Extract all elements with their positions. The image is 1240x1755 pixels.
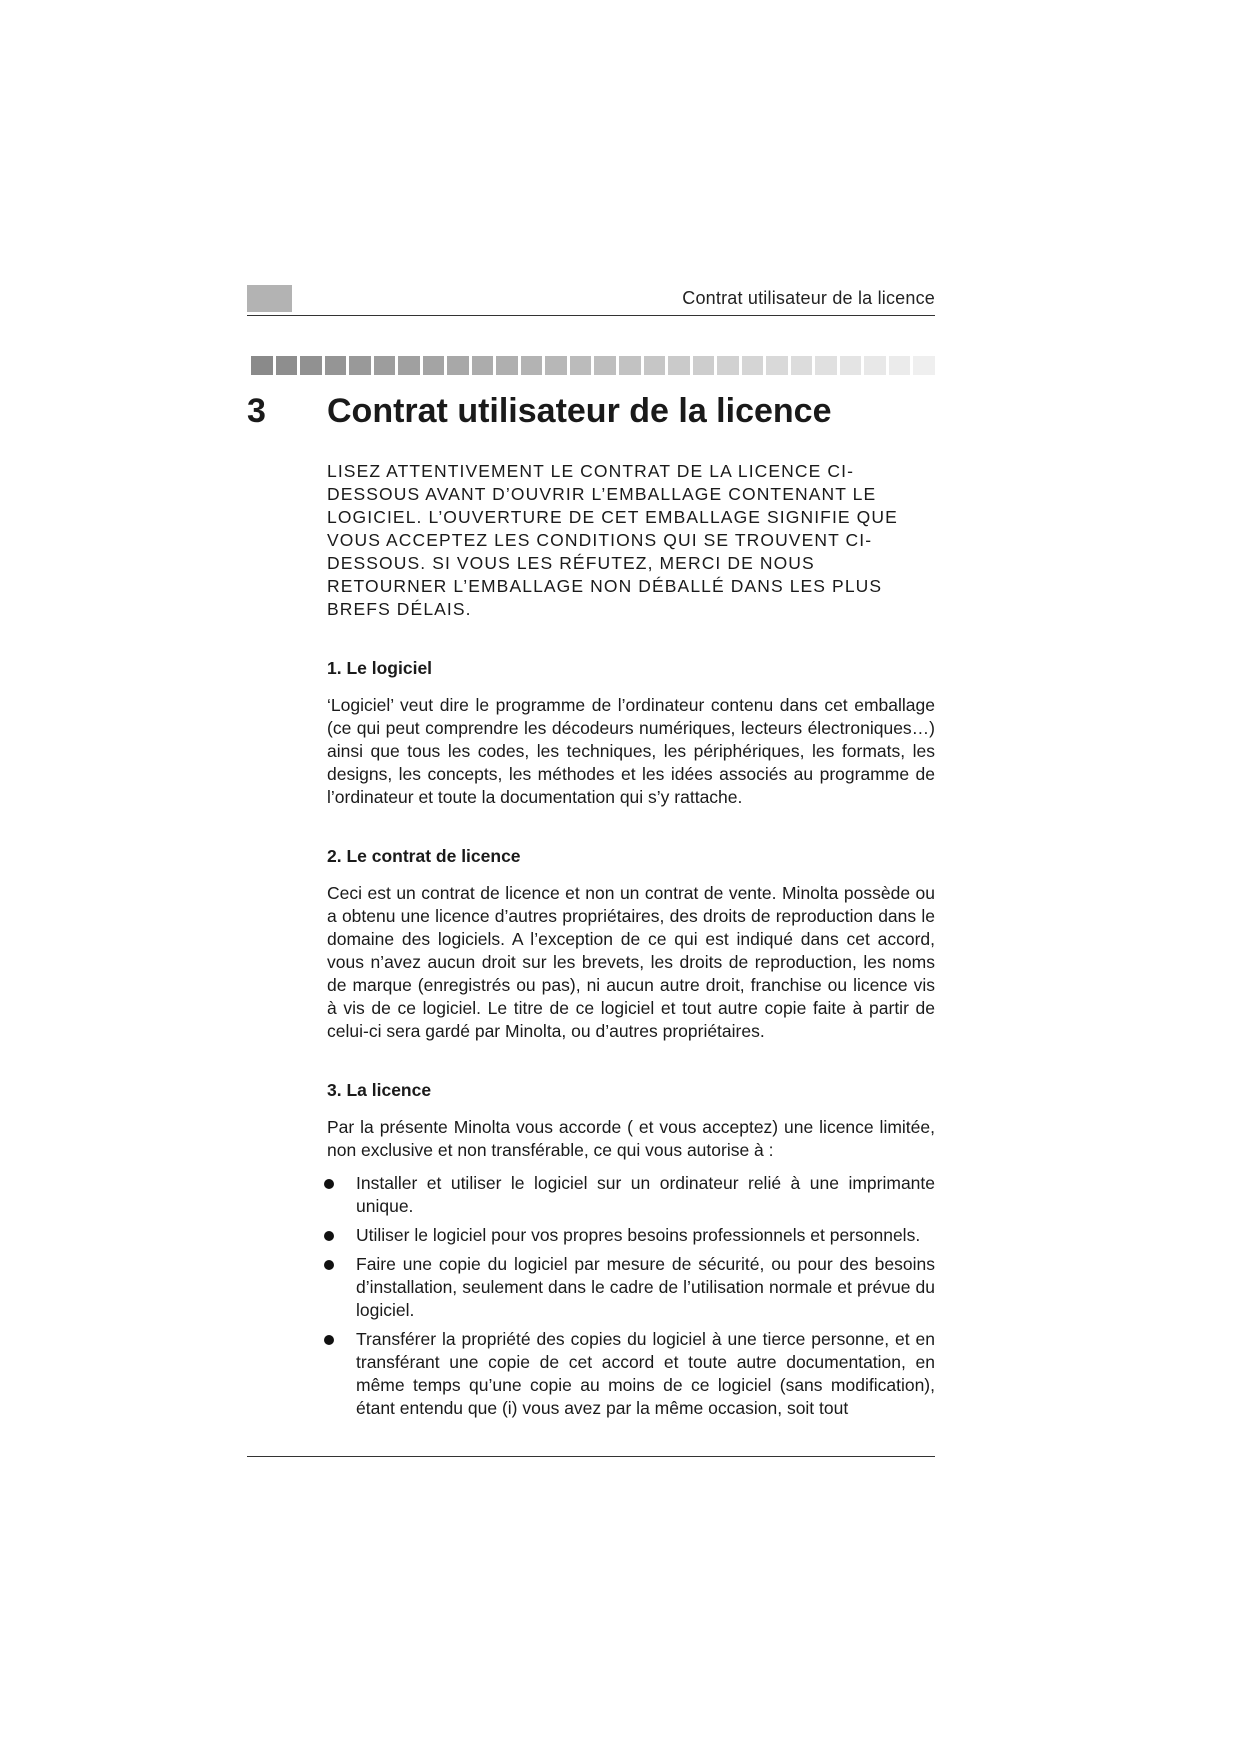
gradient-segment <box>472 356 494 375</box>
gradient-segment <box>374 356 396 375</box>
page-tab-marker <box>247 285 292 312</box>
licence-rights-list <box>327 1172 935 1420</box>
bullet-icon <box>324 1260 334 1270</box>
gradient-segment <box>447 356 469 375</box>
gradient-segment <box>840 356 862 375</box>
list-item-text: Utiliser le logiciel pour vos propres besoins professionnels et personnels. <box>356 1225 921 1245</box>
list-item-text: Transférer la propriété des copies du logiciel à une tierce personne, et en transférant une copie de cet accord et toute autre documentation, en même temps qu’une copie au moins de ce logiciel (sans modification), étant entendu que (i) vous avez par la même occasion, soit tout <box>356 1329 935 1418</box>
header-rule <box>247 315 935 316</box>
gradient-segment <box>815 356 837 375</box>
intro-warning: LISEZ ATTENTIVEMENT LE CONTRAT DE LA LICENCE CI-DESSOUS AVANT D’OUVRIR L’EMBALLAGE CONTENANT LE LOGICIEL. L’OUVERTURE DE CET EMBALLAGE SIGNIFIE QUE VOUS ACCEPTEZ LES CONDITIONS QUI SE TROUVENT CI-DESSOUS. SI VOUS LES RÉFUTEZ, MERCI DE NOUS RETOURNER L’EMBALLAGE NON DÉBALLÉ DANS LES PLUS BREFS DÉLAIS. <box>327 461 898 619</box>
gradient-segment <box>644 356 666 375</box>
section-body-licence: Par la présente Minolta vous accorde ( et vous acceptez) une licence limitée, non exclusive et non transférable, ce qui vous autorise à : <box>327 1117 935 1160</box>
list-item <box>327 1253 935 1322</box>
gradient-segment <box>251 356 273 375</box>
gradient-segment <box>398 356 420 375</box>
gradient-segment <box>300 356 322 375</box>
gradient-segment <box>325 356 347 375</box>
list-item <box>327 1172 935 1218</box>
gradient-segment <box>913 356 935 375</box>
gradient-segment <box>594 356 616 375</box>
section-heading-licence: 3. La licence <box>327 1080 432 1100</box>
bullet-icon <box>324 1335 334 1345</box>
gradient-segment <box>545 356 567 375</box>
main-content <box>327 460 935 1426</box>
section-heading-logiciel: 1. Le logiciel <box>327 658 433 678</box>
gradient-segment <box>791 356 813 375</box>
gradient-segment <box>276 356 298 375</box>
chapter-number: 3 <box>247 392 266 430</box>
gradient-segment <box>619 356 641 375</box>
gradient-segment <box>570 356 592 375</box>
list-item <box>327 1328 935 1420</box>
gradient-segment <box>717 356 739 375</box>
list-item <box>327 1224 935 1247</box>
gradient-segment <box>889 356 911 375</box>
gradient-segment <box>693 356 715 375</box>
gradient-bar <box>251 356 935 375</box>
list-item-text: Faire une copie du logiciel par mesure de sécurité, ou pour des besoins d’installation, seulement dans le cadre de l’utilisation normale et prévue du logiciel. <box>356 1254 935 1320</box>
section-body-contrat: Ceci est un contrat de licence et non un contrat de vente. Minolta possède ou a obtenu une licence d’autres propriétaires, des droits de reproduction dans le domaine des logiciels. A l’exception de ce qui est indiqué dans cet accord, vous n’avez aucun droit sur les brevets, les droits de reproduction, les noms de marque (enregistrés ou pas), ni aucun autre droit, franchise ou licence vis à vis de ce logiciel. Le titre de ce logiciel et tout autre copie faite à partir de celui-ci sera gardé par Minolta, ou d’autres propriétaires. <box>327 883 935 1041</box>
running-header: Contrat utilisateur de la licence <box>682 288 935 308</box>
gradient-segment <box>668 356 690 375</box>
bullet-icon <box>324 1231 334 1241</box>
gradient-segment <box>766 356 788 375</box>
gradient-segment <box>521 356 543 375</box>
gradient-segment <box>864 356 886 375</box>
bullet-icon <box>324 1179 334 1189</box>
section-body-logiciel: ‘Logiciel’ veut dire le programme de l’ordinateur contenu dans cet emballage (ce qui peut comprendre les décodeurs numériques, lecteurs électroniques…) ainsi que tous les codes, les techniques, les périphériques, les formats, les designs, les concepts, les méthodes et les idées associés au programme de l’ordinateur et toute la documentation qui s’y rattache. <box>327 695 935 807</box>
list-item-text: Installer et utiliser le logiciel sur un ordinateur relié à une imprimante unique. <box>356 1173 935 1216</box>
footer-rule <box>247 1456 935 1457</box>
gradient-segment <box>349 356 371 375</box>
gradient-segment <box>496 356 518 375</box>
gradient-segment <box>742 356 764 375</box>
section-heading-contrat: 2. Le contrat de licence <box>327 846 521 866</box>
gradient-segment <box>423 356 445 375</box>
chapter-title: Contrat utilisateur de la licence <box>327 392 832 430</box>
